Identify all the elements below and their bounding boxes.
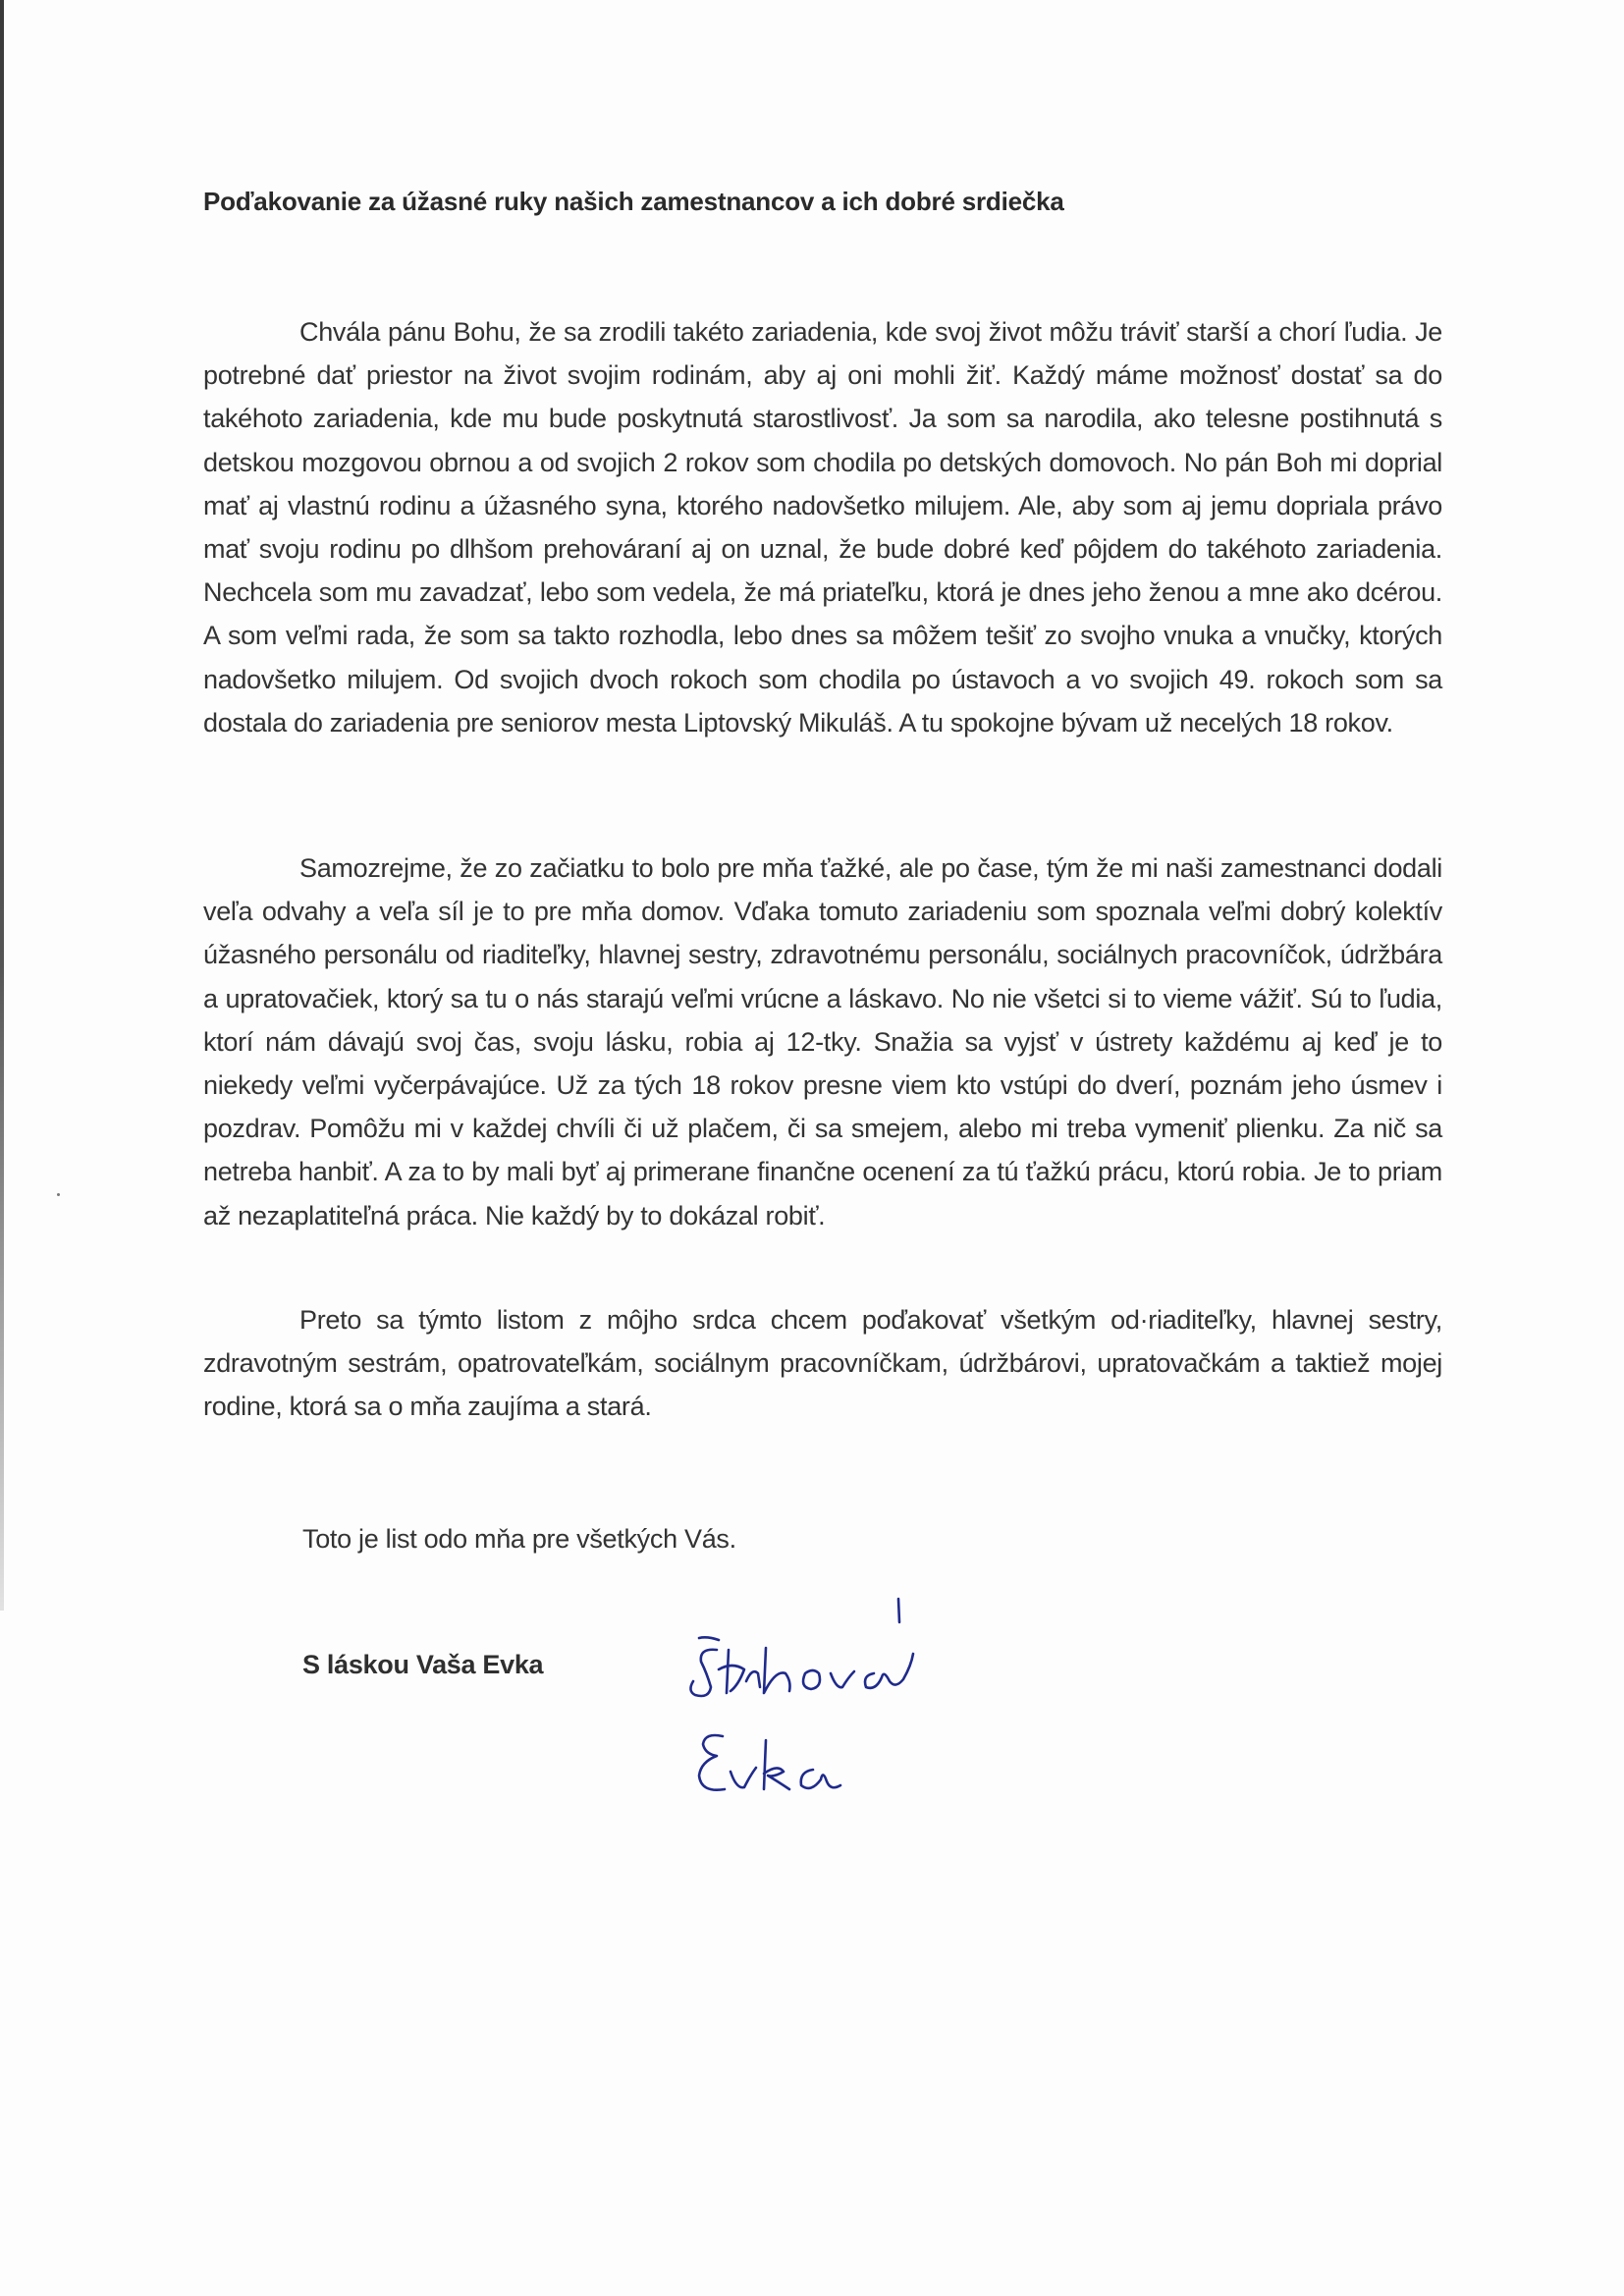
signature-ink-icon [609,1571,982,1827]
paragraph-text: Preto sa týmto listom z môjho srdca chcem poďakovať všetkým od·riaditeľky, hlavnej sestry, zdravotným sestrám, opatrovateľkám, sociálnym pracovníčkam, údržbárovi, upratovačkám a taktiež mojej rodine, ktorá sa o mňa zaujíma a stará. [203,1305,1442,1422]
paragraph-text: Samozrejme, že zo začiatku to bolo pre mňa ťažké, ale po čase, tým že mi naši zamestnanci dodali veľa odvahy a veľa síl je to pre mňa domov. Vďaka tomuto zariadeniu som spoznala veľmi dobrý kolektív úžasného personálu od riaditeľky, hlavnej sestry, zdravotnému personálu, sociálnych pracovníčok, údržbára a upratovačiek, ktorý sa tu o nás starajú veľmi vrúcne a láskavo. No nie všetci si to vieme vážiť. Sú to ľudia, ktorí nám dávajú svoj čas, svoju lásku, robia aj 12-tky. Snažia sa vyjsť v ústrety každému aj keď je to niekedy veľmi vyčerpávajúce. Už za tých 18 rokov presne viem kto vstúpi do dverí, poznám jeho úsmev i pozdrav. Pomôžu mi v každej chvíli či už plačem, či sa smejem, alebo mi treba vymeniť plienku. Za nič sa netreba hanbiť. A za to by mali byť aj primerane finančne ocenení za tú ťažkú prácu, ktorú robia. Je to priam až nezaplatiteľná práca. Nie každý by to dokázal robiť. [203,853,1442,1230]
letter-body-paragraph-1 [203,310,1442,744]
sign-off: S láskou Vaša Evka [302,1650,544,1679]
letter-title: Poďakovanie za úžasné ruky našich zamestnancov a ich dobré srdiečka [203,187,1064,216]
scan-edge-shadow [0,0,4,1611]
letter-body-paragraph-2 [203,847,1442,1237]
letter-body-paragraph-3 [203,1298,1442,1429]
handwritten-signature [609,1571,982,1827]
paragraph-text: Chvála pánu Bohu, že sa zrodili takéto zariadenia, kde svoj život môžu tráviť starší a chorí ľudia. Je potrebné dať priestor na život svojim rodinám, aby aj oni mohli žiť. Každý máme možnosť dostať sa do takéhoto zariadenia, kde mu bude poskytnutá starostlivosť. Ja som sa narodila, ako telesne postihnutá s detskou mozgovou obrnou a od svojich 2 rokov som chodila po detských domovoch. No pán Boh mi doprial mať aj vlastnú rodinu a úžasného syna, ktorého nadovšetko milujem. Ale, aby som aj jemu dopriala právo mať svoju rodinu po dlhšom prehováraní aj on uznal, že bude dobré keď pôjdem do takéhoto zariadenia. Nechcela som mu zavadzať, lebo som vedela, že má priateľku, ktorá je dnes jeho ženou a mne ako dcérou. A som veľmi rada, že som sa takto rozhodla, lebo dnes sa môžem tešiť zo svojho vnuka a vnučky, ktorých nadovšetko milujem. Od svojich dvoch rokoch som chodila po ústavoch a vo svojich 49. rokoch som sa dostala do zariadenia pre seniorov mesta Liptovský Mikuláš. A tu spokojne bývam už necelých 18 rokov. [203,317,1442,738]
closing-line: Toto je list odo mňa pre všetkých Vás. [302,1524,736,1554]
scan-speck [57,1193,60,1196]
